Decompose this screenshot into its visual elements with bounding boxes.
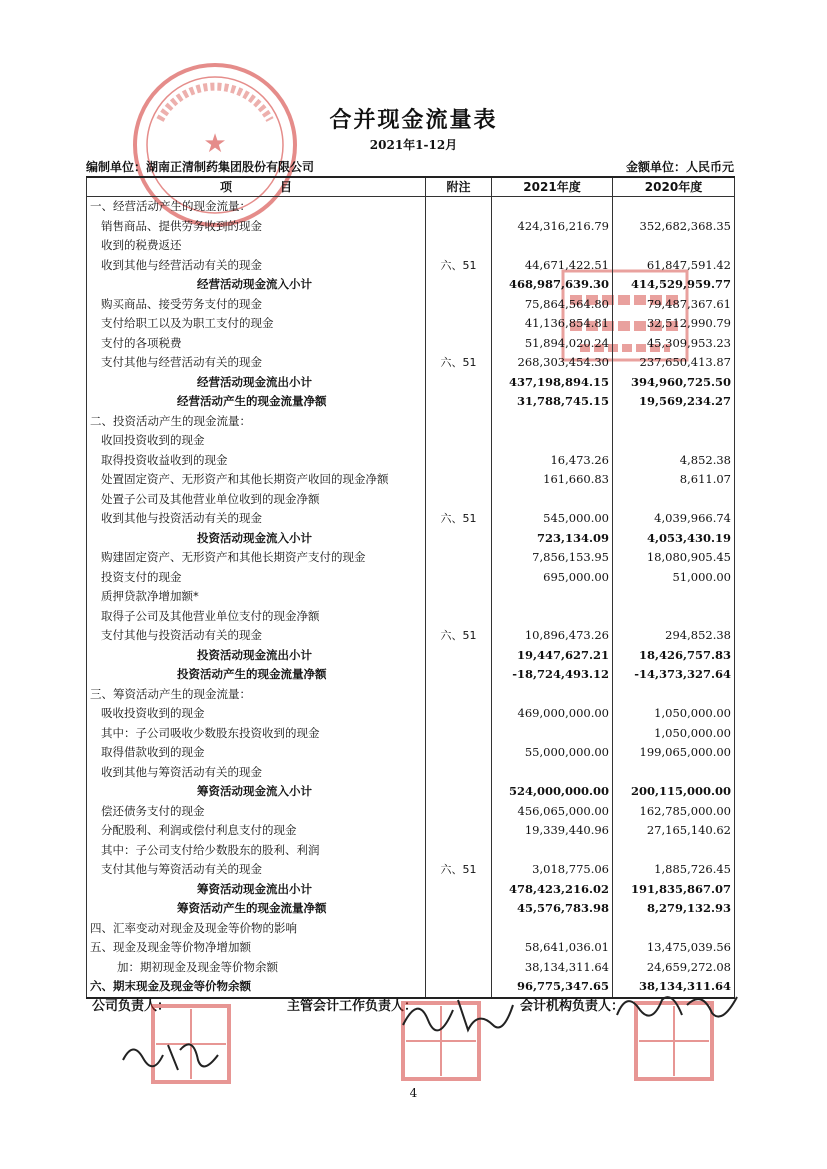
row-item-label: 加：期初现金及现金等价物余额	[87, 958, 426, 978]
table-row	[87, 665, 735, 685]
column-header-2020: 2020年度	[613, 177, 735, 197]
table-row	[87, 646, 735, 666]
row-value-2021	[492, 685, 613, 705]
table-row	[87, 431, 735, 451]
row-value-2021: 478,423,216.02	[492, 880, 613, 900]
row-value-2020: 24,659,272.08	[613, 958, 735, 978]
page-number: 4	[409, 1086, 418, 1100]
row-item-label: 吸收投资收到的现金	[87, 704, 426, 724]
company-head-label: 公司负责人：	[92, 999, 171, 1014]
row-value-2020: 8,279,132.93	[613, 899, 735, 919]
row-note	[426, 607, 492, 627]
column-header-2021: 2021年度	[492, 177, 613, 197]
row-value-2021: 3,018,775.06	[492, 860, 613, 880]
svg-text:★: ★	[203, 129, 227, 159]
row-value-2021	[492, 607, 613, 627]
row-item-label: 经营活动现金流入小计	[87, 275, 426, 295]
row-value-2020: 4,039,966.74	[613, 509, 735, 529]
column-header-note: 附注	[426, 177, 492, 197]
table-row	[87, 626, 735, 646]
row-value-2020	[613, 841, 735, 861]
row-value-2020: 19,569,234.27	[613, 392, 735, 412]
row-value-2020: 61,847,591.42	[613, 256, 735, 276]
row-value-2021: 468,987,639.30	[492, 275, 613, 295]
row-value-2021	[492, 919, 613, 939]
row-item-label: 其中：子公司吸收少数股东投资收到的现金	[87, 724, 426, 744]
row-note	[426, 743, 492, 763]
row-value-2020: 199,065,000.00	[613, 743, 735, 763]
row-note	[426, 431, 492, 451]
row-value-2020	[613, 412, 735, 432]
row-value-2021: 424,316,216.79	[492, 217, 613, 237]
table-row	[87, 412, 735, 432]
row-item-label: 质押贷款净增加额*	[87, 587, 426, 607]
accounting-head-label: 主管会计工作负责人：	[287, 999, 418, 1014]
row-value-2021	[492, 197, 613, 217]
row-value-2020: 4,852.38	[613, 451, 735, 471]
table-row	[87, 490, 735, 510]
table-row	[87, 782, 735, 802]
row-item-label: 六、期末现金及现金等价物余额	[87, 977, 426, 998]
table-row	[87, 334, 735, 354]
row-note	[426, 685, 492, 705]
row-item-label: 二、投资活动产生的现金流量：	[87, 412, 426, 432]
row-note	[426, 373, 492, 393]
table-row	[87, 197, 735, 217]
row-note	[426, 314, 492, 334]
row-note: 六、51	[426, 860, 492, 880]
row-value-2021	[492, 412, 613, 432]
table-row	[87, 353, 735, 373]
table-row	[87, 392, 735, 412]
row-value-2020: 18,080,905.45	[613, 548, 735, 568]
table-row	[87, 763, 735, 783]
table-row	[87, 841, 735, 861]
table-row	[87, 529, 735, 549]
row-value-2021	[492, 763, 613, 783]
row-note: 六、51	[426, 509, 492, 529]
row-item-label: 收到其他与经营活动有关的现金	[87, 256, 426, 276]
row-note	[426, 938, 492, 958]
row-note	[426, 665, 492, 685]
row-item-label: 收到的税费返还	[87, 236, 426, 256]
row-value-2020: 45,309,953.23	[613, 334, 735, 354]
row-note	[426, 763, 492, 783]
row-value-2021: 723,134.09	[492, 529, 613, 549]
row-note	[426, 724, 492, 744]
row-value-2020: 352,682,368.35	[613, 217, 735, 237]
table-row	[87, 685, 735, 705]
row-item-label: 经营活动现金流出小计	[87, 373, 426, 393]
table-row	[87, 314, 735, 334]
row-value-2021: 44,671,422.51	[492, 256, 613, 276]
row-note	[426, 295, 492, 315]
row-value-2020: 79,487,367.61	[613, 295, 735, 315]
table-row	[87, 568, 735, 588]
table-row	[87, 938, 735, 958]
row-value-2020: 8,611.07	[613, 470, 735, 490]
table-row	[87, 704, 735, 724]
row-item-label: 三、筹资活动产生的现金流量：	[87, 685, 426, 705]
row-value-2021: 524,000,000.00	[492, 782, 613, 802]
row-value-2020	[613, 607, 735, 627]
row-value-2020: 394,960,725.50	[613, 373, 735, 393]
row-item-label: 支付其他与筹资活动有关的现金	[87, 860, 426, 880]
row-note	[426, 704, 492, 724]
row-value-2021	[492, 490, 613, 510]
row-item-label: 筹资活动现金流入小计	[87, 782, 426, 802]
row-value-2020	[613, 587, 735, 607]
table-row	[87, 451, 735, 471]
row-value-2021: 31,788,745.15	[492, 392, 613, 412]
row-note	[426, 334, 492, 354]
row-item-label: 销售商品、提供劳务收到的现金	[87, 217, 426, 237]
row-value-2021: -18,724,493.12	[492, 665, 613, 685]
row-value-2020: 294,852.38	[613, 626, 735, 646]
row-value-2021: 55,000,000.00	[492, 743, 613, 763]
row-note	[426, 392, 492, 412]
row-value-2021: 19,447,627.21	[492, 646, 613, 666]
table-header-row	[87, 177, 735, 197]
row-note	[426, 880, 492, 900]
row-value-2021: 45,576,783.98	[492, 899, 613, 919]
column-header-item: 项 目	[87, 177, 426, 197]
row-value-2021	[492, 841, 613, 861]
cash-flow-table	[86, 176, 735, 999]
row-item-label: 取得子公司及其他营业单位支付的现金净额	[87, 607, 426, 627]
row-value-2020: 237,650,413.87	[613, 353, 735, 373]
table-row	[87, 919, 735, 939]
row-item-label: 支付给职工以及为职工支付的现金	[87, 314, 426, 334]
row-note	[426, 802, 492, 822]
table-row	[87, 470, 735, 490]
row-item-label: 取得借款收到的现金	[87, 743, 426, 763]
row-value-2021: 695,000.00	[492, 568, 613, 588]
row-value-2020	[613, 431, 735, 451]
row-note	[426, 899, 492, 919]
row-value-2020: 1,050,000.00	[613, 724, 735, 744]
row-value-2021: 437,198,894.15	[492, 373, 613, 393]
row-value-2021	[492, 587, 613, 607]
currency-unit: 金额单位：人民币元	[625, 160, 734, 174]
row-value-2020: 27,165,140.62	[613, 821, 735, 841]
row-note	[426, 646, 492, 666]
row-item-label: 分配股利、利润或偿付利息支付的现金	[87, 821, 426, 841]
table-row	[87, 860, 735, 880]
row-value-2020	[613, 919, 735, 939]
row-item-label: 处置子公司及其他营业单位收到的现金净额	[87, 490, 426, 510]
row-item-label: 收到其他与投资活动有关的现金	[87, 509, 426, 529]
row-value-2020: 13,475,039.56	[613, 938, 735, 958]
row-note	[426, 587, 492, 607]
report-period: 2021年1-12月	[369, 138, 458, 152]
row-value-2020: 162,785,000.00	[613, 802, 735, 822]
row-value-2021: 19,339,440.96	[492, 821, 613, 841]
row-item-label: 偿还债务支付的现金	[87, 802, 426, 822]
page-title: 合并现金流量表	[329, 108, 498, 133]
row-value-2021: 16,473.26	[492, 451, 613, 471]
row-value-2021: 96,775,347.65	[492, 977, 613, 998]
row-note	[426, 217, 492, 237]
row-value-2021: 7,856,153.95	[492, 548, 613, 568]
table-row	[87, 373, 735, 393]
signature-3-icon	[612, 985, 742, 1030]
table-row	[87, 743, 735, 763]
table-row	[87, 548, 735, 568]
row-note: 六、51	[426, 353, 492, 373]
row-note: 六、51	[426, 626, 492, 646]
table-row	[87, 217, 735, 237]
table-row	[87, 236, 735, 256]
row-item-label: 支付的各项税费	[87, 334, 426, 354]
row-value-2020: 4,053,430.19	[613, 529, 735, 549]
table-row	[87, 899, 735, 919]
row-value-2021: 38,134,311.64	[492, 958, 613, 978]
row-value-2020: 200,115,000.00	[613, 782, 735, 802]
table-row	[87, 821, 735, 841]
row-value-2020: 32,512,990.79	[613, 314, 735, 334]
row-value-2021: 469,000,000.00	[492, 704, 613, 724]
accounting-dept-head-label: 会计机构负责人：	[520, 999, 625, 1014]
row-item-label: 一、经营活动产生的现金流量：	[87, 197, 426, 217]
row-item-label: 投资活动现金流入小计	[87, 529, 426, 549]
row-note	[426, 470, 492, 490]
row-value-2021: 161,660.83	[492, 470, 613, 490]
row-item-label: 支付其他与经营活动有关的现金	[87, 353, 426, 373]
row-item-label: 投资活动现金流出小计	[87, 646, 426, 666]
table-body	[87, 197, 735, 998]
row-value-2021: 58,641,036.01	[492, 938, 613, 958]
table-row	[87, 880, 735, 900]
row-value-2020	[613, 763, 735, 783]
row-item-label: 投资活动产生的现金流量净额	[87, 665, 426, 685]
row-value-2020: 38,134,311.64	[613, 977, 735, 998]
row-item-label: 处置固定资产、无形资产和其他长期资产收回的现金净额	[87, 470, 426, 490]
row-note	[426, 958, 492, 978]
row-note	[426, 529, 492, 549]
table-row	[87, 295, 735, 315]
row-item-label: 四、汇率变动对现金及现金等价物的影响	[87, 919, 426, 939]
row-item-label: 购买商品、接受劳务支付的现金	[87, 295, 426, 315]
row-value-2021	[492, 236, 613, 256]
table-row	[87, 509, 735, 529]
table-row	[87, 802, 735, 822]
row-item-label: 购建固定资产、无形资产和其他长期资产支付的现金	[87, 548, 426, 568]
table-row	[87, 587, 735, 607]
row-value-2020: 1,885,726.45	[613, 860, 735, 880]
row-value-2021: 545,000.00	[492, 509, 613, 529]
row-value-2020	[613, 490, 735, 510]
row-note	[426, 548, 492, 568]
compiler-unit: 编制单位：湖南正清制药集团股份有限公司	[86, 160, 315, 174]
row-value-2020: 51,000.00	[613, 568, 735, 588]
row-item-label: 五、现金及现金等价物净增加额	[87, 938, 426, 958]
row-value-2020: 191,835,867.07	[613, 880, 735, 900]
row-note	[426, 568, 492, 588]
row-note	[426, 275, 492, 295]
row-item-label: 筹资活动现金流出小计	[87, 880, 426, 900]
row-value-2020: -14,373,327.64	[613, 665, 735, 685]
row-item-label: 筹资活动产生的现金流量净额	[87, 899, 426, 919]
table-row	[87, 256, 735, 276]
row-value-2020	[613, 197, 735, 217]
table-row	[87, 607, 735, 627]
row-note	[426, 236, 492, 256]
row-value-2021: 41,136,854.81	[492, 314, 613, 334]
row-value-2021: 75,864,564.80	[492, 295, 613, 315]
signature-1-icon	[118, 1030, 228, 1080]
row-note	[426, 782, 492, 802]
row-item-label: 收回投资收到的现金	[87, 431, 426, 451]
row-value-2021: 51,894,020.24	[492, 334, 613, 354]
row-value-2020: 18,426,757.83	[613, 646, 735, 666]
row-value-2021: 268,303,454.30	[492, 353, 613, 373]
signature-2-icon	[398, 990, 518, 1040]
row-item-label: 经营活动产生的现金流量净额	[87, 392, 426, 412]
row-note	[426, 821, 492, 841]
row-note	[426, 412, 492, 432]
row-item-label: 投资支付的现金	[87, 568, 426, 588]
row-note	[426, 919, 492, 939]
row-note	[426, 490, 492, 510]
table-row	[87, 958, 735, 978]
table-row	[87, 724, 735, 744]
row-note	[426, 841, 492, 861]
row-value-2021	[492, 724, 613, 744]
row-value-2020: 1,050,000.00	[613, 704, 735, 724]
row-value-2021	[492, 431, 613, 451]
row-value-2021: 10,896,473.26	[492, 626, 613, 646]
row-value-2020	[613, 685, 735, 705]
row-item-label: 收到其他与筹资活动有关的现金	[87, 763, 426, 783]
row-item-label: 其中：子公司支付给少数股东的股利、利润	[87, 841, 426, 861]
row-note: 六、51	[426, 256, 492, 276]
row-value-2021: 456,065,000.00	[492, 802, 613, 822]
row-value-2020: 414,529,959.77	[613, 275, 735, 295]
row-item-label: 支付其他与投资活动有关的现金	[87, 626, 426, 646]
row-note	[426, 197, 492, 217]
row-value-2020	[613, 236, 735, 256]
row-note	[426, 451, 492, 471]
table-row	[87, 275, 735, 295]
row-item-label: 取得投资收益收到的现金	[87, 451, 426, 471]
